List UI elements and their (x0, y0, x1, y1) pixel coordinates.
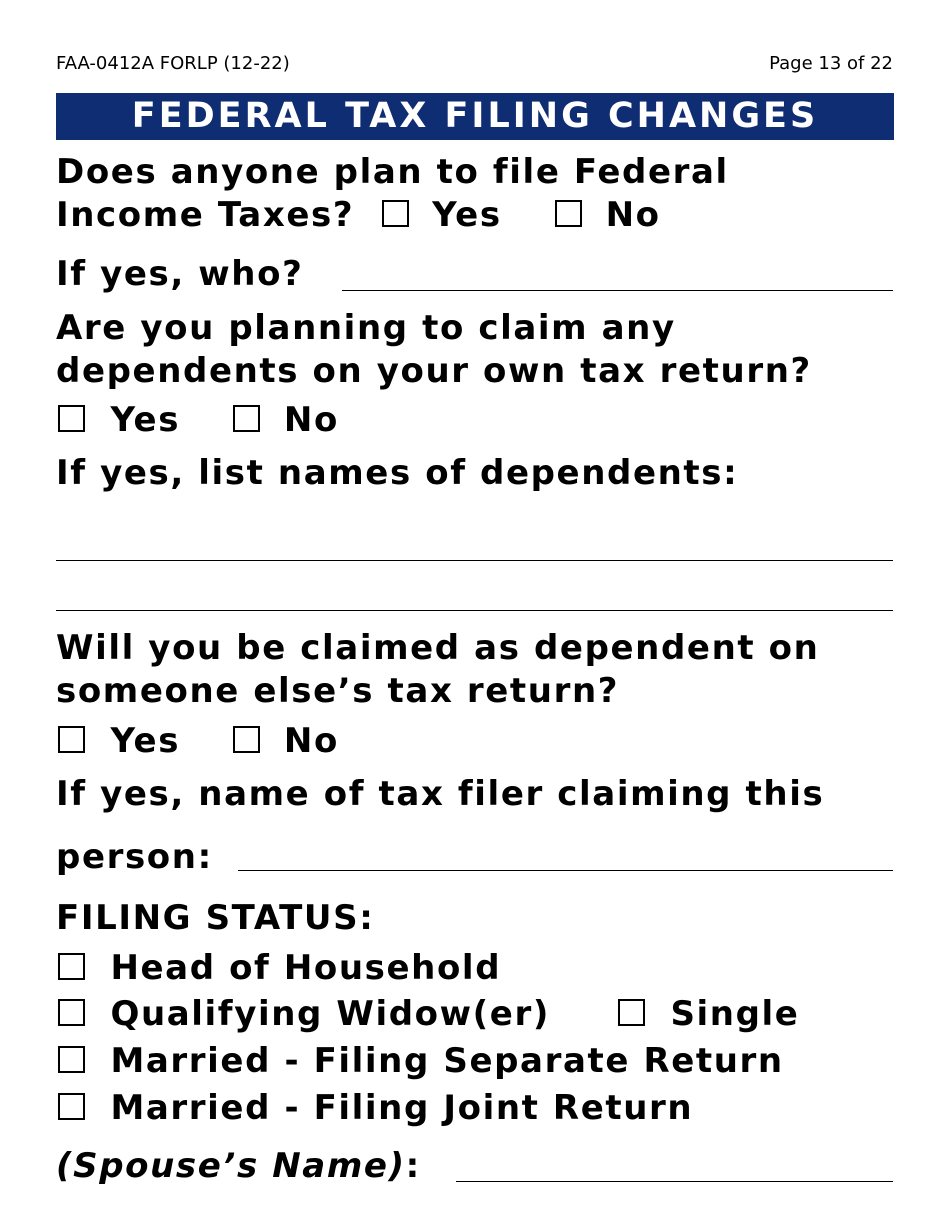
widow-label: Qualifying Widow(er) (110, 994, 550, 1034)
filing-status-title: FILING STATUS: (56, 898, 375, 938)
q2-yes-checkbox[interactable] (58, 405, 85, 432)
q3-options (58, 720, 339, 763)
section-banner: FEDERAL TAX FILING CHANGES (56, 93, 894, 140)
q3-yes-label: Yes (110, 721, 181, 761)
q1-no-label: No (605, 195, 661, 235)
q2-no-label: No (283, 400, 339, 440)
single-label: Single (670, 994, 800, 1034)
q2-line1: Are you planning to claim any (56, 308, 676, 348)
filing-single-row (618, 993, 799, 1036)
q2-yes-label: Yes (110, 400, 181, 440)
spouse-name-label: (Spouse’s Name) (56, 1146, 406, 1186)
q3-followup-person: person: (56, 837, 213, 877)
q3-line1: Will you be claimed as dependent on (56, 628, 820, 668)
married-separate-checkbox[interactable] (58, 1046, 85, 1073)
dependents-field-1[interactable] (56, 560, 893, 561)
q3-no-checkbox[interactable] (233, 726, 260, 753)
q2-line2: dependents on your own tax return? (56, 351, 812, 391)
q1-who-field[interactable] (342, 290, 893, 291)
q3-followup: If yes, name of tax filer claiming this (56, 774, 825, 814)
q3-yes-checkbox[interactable] (58, 726, 85, 753)
q3-line2: someone else’s tax return? (56, 671, 620, 711)
q1-followup: If yes, who? (56, 254, 304, 294)
spouse-name-field[interactable] (456, 1181, 893, 1182)
filing-hoh-row (58, 947, 501, 990)
q1-yes-checkbox[interactable] (382, 200, 409, 227)
q1-no-checkbox[interactable] (555, 200, 582, 227)
tax-filer-name-field[interactable] (238, 870, 893, 871)
page-number: Page 13 of 22 (769, 53, 893, 74)
q1-line1: Does anyone plan to file Federal (56, 152, 729, 192)
filing-separate-row (58, 1040, 784, 1083)
q2-followup: If yes, list names of dependents: (56, 453, 739, 493)
single-checkbox[interactable] (618, 999, 645, 1026)
hoh-label: Head of Household (110, 948, 502, 988)
hoh-checkbox[interactable] (58, 953, 85, 980)
married-joint-checkbox[interactable] (58, 1093, 85, 1120)
married-joint-label: Married - Filing Joint Return (110, 1088, 694, 1128)
filing-joint-row (58, 1087, 693, 1130)
filing-widow-row (58, 993, 550, 1036)
q1-line2-text: Income Taxes? (56, 195, 355, 235)
spouse-name-label-row (56, 1145, 421, 1188)
dependents-field-2[interactable] (56, 610, 893, 611)
q3-no-label: No (283, 721, 339, 761)
widow-checkbox[interactable] (58, 999, 85, 1026)
q1-line2 (56, 194, 661, 237)
married-separate-label: Married - Filing Separate Return (110, 1041, 784, 1081)
q1-yes-label: Yes (432, 195, 502, 235)
q2-no-checkbox[interactable] (233, 405, 260, 432)
form-id: FAA-0412A FORLP (12-22) (56, 53, 290, 74)
spouse-name-colon: : (405, 1146, 421, 1186)
q2-options (58, 399, 339, 442)
